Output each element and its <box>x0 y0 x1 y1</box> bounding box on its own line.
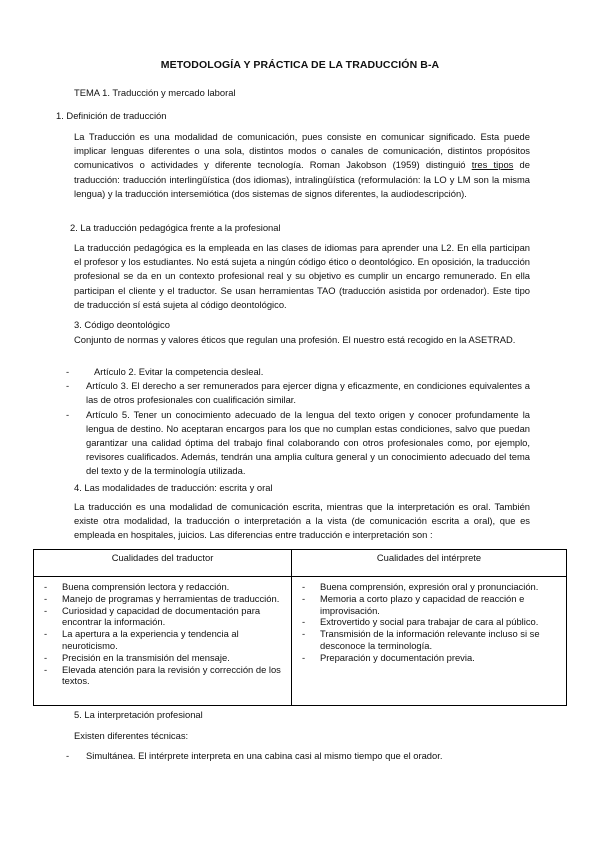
list-item-text: Preparación y documentación previa. <box>320 651 475 663</box>
list-item-text: Artículo 3. El derecho a ser remunerados para ejercer digna y eficazmente, en condiciones equivalentes a las de otros profesionales con cualificación similar. <box>86 380 530 406</box>
bullet-dash: - <box>302 651 306 663</box>
section-1-paragraph <box>74 130 530 201</box>
bullet-dash: - <box>44 592 48 604</box>
section-5-technique-list <box>66 749 530 763</box>
bullet-dash: - <box>44 628 48 640</box>
section-3-heading: 3. Código deontológico <box>74 319 170 330</box>
section-5-paragraph: Existen diferentes técnicas: <box>74 730 189 741</box>
interpreter-qualities-list <box>298 581 560 664</box>
bullet-dash: - <box>44 651 48 663</box>
section-1-text-a: La Traducción es una modalidad de comunicación, pues consiste en comunicar significado. Esta puede implicar lenguas diferentes o una sola, distintos modos o canales de comunicación, distintos propósitos comunicativos o actividades y diferente tecnología. Roman Jakobson (1959) distinguió <box>74 131 530 171</box>
list-item <box>40 652 285 664</box>
list-item-text: Memoria a corto plazo y capacidad de reacción e improvisación. <box>320 592 525 616</box>
bullet-dash: - <box>44 604 48 616</box>
section-1-text-b: de traducción: traducción interlingüística (dos idiomas), intralingüística (reformulación: la LO y LM son la misma lengua) y la traducción intersemiótica (dos sistemas de signos diferentes, la audiodescripción). <box>74 159 530 199</box>
list-item <box>298 593 560 617</box>
list-item <box>40 593 285 605</box>
list-item-text: Buena comprensión, expresión oral y pronunciación. <box>320 581 539 592</box>
section-2-heading: 2. La traducción pedagógica frente a la profesional <box>70 222 281 233</box>
list-item <box>298 652 560 664</box>
bullet-dash: - <box>66 380 70 392</box>
translator-qualities-list <box>40 581 285 687</box>
table-header-interpreter: Cualidades del intérprete <box>292 550 567 577</box>
list-item-text: Elevada atención para la revisión y corrección de los textos. <box>62 663 281 687</box>
list-item-text: Curiosidad y capacidad de documentación para encontrar la información. <box>62 604 261 628</box>
qualities-comparison-table <box>33 549 567 706</box>
bullet-dash: - <box>66 408 70 420</box>
section-3-paragraph: Conjunto de normas y valores éticos que regulan una profesión. El nuestro está recogido en la ASETRAD. <box>74 334 516 345</box>
list-item <box>66 365 530 379</box>
list-item <box>298 628 560 652</box>
bullet-dash: - <box>302 592 306 604</box>
bullet-dash: - <box>44 581 48 592</box>
list-item-text: Simultánea. El intérprete interpreta en una cabina casi al mismo tiempo que el orador. <box>86 750 443 761</box>
section-4-heading: 4. Las modalidades de traducción: escrita y oral <box>74 482 273 493</box>
topic-heading: TEMA 1. Traducción y mercado laboral <box>74 87 236 98</box>
list-item <box>298 616 560 628</box>
list-item-text: Artículo 2. Evitar la competencia desleal. <box>94 366 264 377</box>
list-item-text: Extrovertido y social para trabajar de cara al público. <box>320 616 539 628</box>
list-item-text: La apertura a la experiencia y tendencia al neuroticismo. <box>62 628 239 651</box>
list-item-text: Artículo 5. Tener un conocimiento adecuado de la lengua del texto origen y conocer profundamente la lengua de destino. No aceptaran encargos para los que no cumplan estas condiciones, salvo que puedan garantizar una calidad óptima del trabajo final colaborando con otros profesionales como, por ejemplo, revisores cualificados. Además, tendrán una amplia cultura general y un conocimiento adecuado del tema del texto y de la terminología utilizada. <box>86 408 530 477</box>
list-item <box>40 581 285 593</box>
list-item-text: Manejo de programas y herramientas de traducción. <box>62 592 280 604</box>
translator-qualities-cell <box>34 577 292 706</box>
list-item-text: Buena comprensión lectora y redacción. <box>62 581 230 592</box>
bullet-dash: - <box>302 581 306 592</box>
bullet-dash: - <box>302 616 306 628</box>
section-1-underlined-text: tres tipos <box>471 159 514 171</box>
list-item <box>66 379 530 407</box>
section-3-article-list <box>66 365 530 479</box>
list-item-text: Precisión en la transmisión del mensaje. <box>62 651 230 663</box>
list-item <box>298 581 560 593</box>
list-item <box>40 628 285 652</box>
table-header-translator: Cualidades del traductor <box>34 550 292 577</box>
section-4-paragraph: La traducción es una modalidad de comunicación escrita, mientras que la interpretación es oral. También existe otra modalidad, la traducción o interpretación a la vista (de comunicación escrita a oral), que es empleada en hospitales, juicios. Las diferencias entre traducción e interpretación son : <box>74 501 530 541</box>
bullet-dash: - <box>44 663 48 675</box>
list-item-text: Transmisión de la información relevante incluso si se desconoce la terminología. <box>320 628 540 651</box>
section-2-paragraph: La traducción pedagógica es la empleada en las clases de idiomas para aprender una L2. En ella participan el profesor y los estudiantes. No está sujeta a ningún código ético o deontológico. En oposición, la traducción profesional se da en un contexto profesional real y su objetivo es cumplir un encargo remunerado. En ella participan el cliente y el traductor. Se usan herramientas TAO (traducción asistida por ordenador). Este tipo de traducción sí está sujeta al código deontológico. <box>74 242 530 310</box>
list-item <box>66 408 530 479</box>
list-item <box>40 664 285 688</box>
list-item <box>40 605 285 629</box>
bullet-dash: - <box>302 628 306 640</box>
section-1-heading: 1. Definición de traducción <box>56 110 167 121</box>
interpreter-qualities-cell <box>292 577 567 706</box>
bullet-dash: - <box>66 750 70 761</box>
document-title: METODOLOGÍA Y PRÁCTICA DE LA TRADUCCIÓN B-A <box>160 59 440 71</box>
bullet-dash: - <box>66 366 70 377</box>
list-item <box>66 749 530 763</box>
section-5-heading: 5. La interpretación profesional <box>74 709 203 720</box>
